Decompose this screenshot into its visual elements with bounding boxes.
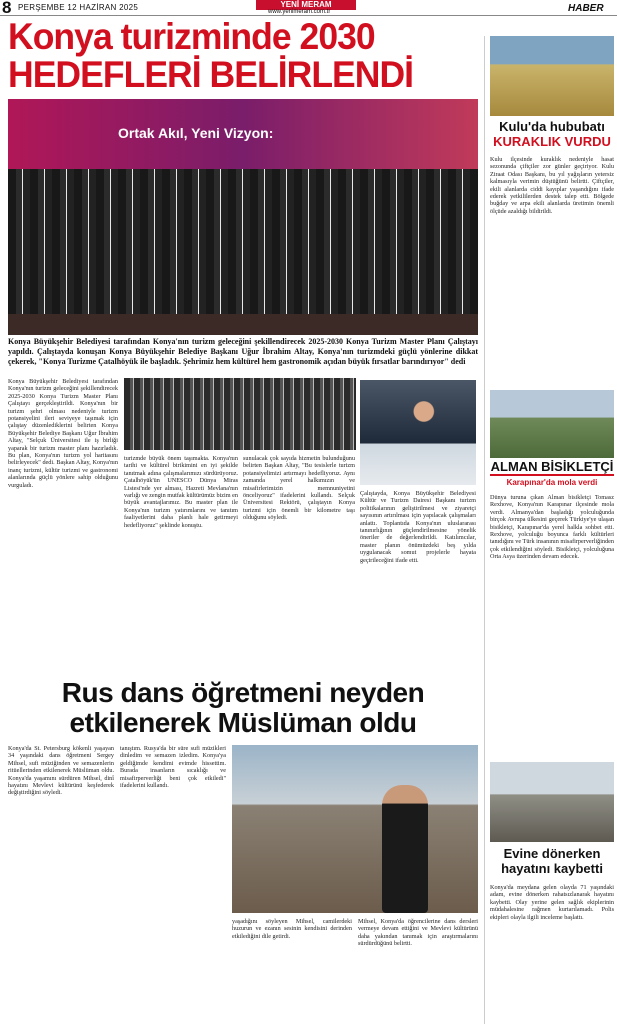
main-headline: Konya turizminde 2030 HEDEFLERİ BELİRLENDİ xyxy=(8,16,414,95)
column-divider xyxy=(484,36,485,1024)
second-column-2: tanıştım. Rusya'da bir süre sufi müzikleri dinledim ve semazen izledim. Konya'ya geldiğimde kendimi evimde hissettim. Burada insanların sıcaklığı ve misafirperverliği beni çok etkiledi" ifadelerini kullandı. xyxy=(120,745,226,790)
page-header xyxy=(0,0,617,16)
sidebar-headline-2a: ALMAN BİSİKLETÇİ xyxy=(490,459,614,474)
main-photo xyxy=(8,99,478,335)
street-photo xyxy=(232,745,478,913)
sidebar-headline-1b: KURAKLIK VURDU xyxy=(493,134,611,149)
sidebar-headline-1 xyxy=(490,119,614,149)
sidebar-headline-2b: Karapınar'da mola verdi xyxy=(506,478,598,487)
main-caption: Konya Büyükşehir Belediyesi tarafından Konya'nın turizm geleceğini şekillendirecek 2025-2030 Konya Turizm Master Planı Çalıştayı yapıldı. Çalıştayda konuşan Konya Büyükşehir Belediye Başkanı Uğur İbrahim Altay, Konya'nın turizmdeki güçlü yönlerine dikkat çekerek, "Konya Turizme Çatalhöyük ile başladık. Şehrimiz hem kültürel hem gastronomik açıdan büyük fırsatlar barındırıyor" dedi xyxy=(8,337,478,366)
newspaper-logo[interactable]: YENİ MERAM xyxy=(256,0,356,10)
second-column-4: Mihsel, Konya'da öğrencilerine dans dersleri vermeye devam ettiğini ve Mevlevi kültürünü daha yakından tanımak için araştırmalarını sürdürdüğünü belirtti. xyxy=(358,918,478,948)
sidebar-story-2: Dünya turuna çıkan Alman bisikletçi Tomasz Rexhove, Konya'nın Karapınar ilçesinde mola verdi. Almanya'dan başladığı yolculuğunda birçok Avrupa ülkesini geçerek Türkiye'ye ulaşan bisikletçi, Karapınar'da yerel halkla sohbet etti. Rexhove, yolculuğu boyunca farklı kültürleri tanıdığını ve Türk insanının misafirperverliğinden çok etkilendiğini söyledi. Bisikletçi, yolculuğuna Orta Asya üzerinden devam edecek. xyxy=(490,494,614,561)
second-column-1: Konya'da St. Petersburg kökenli yaşayan 34 yaşındaki dans öğretmeni Sergey Mihsel, sufi müziğinden ve semazenlerin ritüellerinden etkilenerek Müslüman oldu. Konya'da yaşamını sürdüren Mihsel, dinî hayatını Mevlevi kültürünü keşfederek değiştirdiğini söyledi. xyxy=(8,745,114,797)
cyclist-photo xyxy=(490,390,614,458)
page-number: 8 xyxy=(2,0,12,17)
sidebar-headline-1a: Kulu'da hububatı xyxy=(499,119,605,134)
stage-floor xyxy=(8,314,478,335)
sidebar-story-1: Kulu ilçesinde kuraklık nedeniyle hasat sezonunda çiftçiler zor günler geçiriyor. Kulu Ziraat Odası Başkanı, bu yıl yağışların yetersiz kalmasıyla verimin düştüğünü belirtti. Çiftçiler, ekili alanlarda ciddi kayıplar yaşandığını ifade ederek yetkililerden destek talep etti. Bölgede buğday ve arpa ekili alanlarda üretimin önemli ölçüde azaldığı bildirildi. xyxy=(490,156,614,215)
accident-photo xyxy=(490,762,614,842)
second-headline: Rus dans öğretmeni neyden etkilenerek Müslüman oldu xyxy=(61,677,425,738)
banner-text: Ortak Akıl, Yeni Vizyon: xyxy=(118,125,274,141)
section-label: HABER xyxy=(568,3,604,14)
article-column-4: Çalıştayda, Konya Büyükşehir Belediyesi Kültür ve Turizm Dairesi Başkanı turizm politikalarının geliştirilmesi ve ziyaretçi sayısının artırılması için yapılacak çalışmaları anlattı. Toplantıda Konya'nın uluslararası tanınırlığının güçlendirilmesine yönelik öneriler de değerlendirildi. Katılımcılar, master planın önümüzdeki beş yılda uygulanacak somut projelerle hayata geçirileceğini ifade etti. xyxy=(360,490,476,564)
article-column-3: sunulacak çok sayıda hizmetin bulunduğunu belirten Başkan Altay, "Bu tesislerle turizm potansiyelimizi artırmayı hedefliyoruz. Aynı zamanda yerel halkımızın ve misafirlerimizin memnuniyetini önceliyoruz" ifadelerini kullandı. Selçuk Üniversitesi Rektörü, çalıştayın Konya turizmi için önemli bir kilometre taşı olduğunu söyledi. xyxy=(243,455,355,522)
field-photo xyxy=(490,36,614,116)
article-column-2: turizmde büyük önem taşımakta. Konya'nın tarihi ve kültürel birikimini en iyi şekilde tanıtmak adına çalışmalarımızı sürdürüyoruz. Çatalhöyük'ün UNESCO Dünya Miras Listesi'nde yer alması, Hazreti Mevlana'nın varlığı ve zengin mutfak kültürümüz bizim en büyük avantajlarımız. Bu master plan ile Konya'nın turizm yatırımlarını ve tanıtım faaliyetlerini daha planlı hale getirmeyi hedefliyoruz" şeklinde konuştu. xyxy=(124,455,238,529)
audience-photo xyxy=(124,378,356,450)
group-crowd xyxy=(8,169,478,335)
second-column-3: yaşadığını söyleyen Mihsel, camilerdeki huzurun ve ezanın sesinin kendisini derinden etkilediğini dile getirdi. xyxy=(232,918,352,940)
article-column-1: Konya Büyükşehir Belediyesi tarafından Konya'nın turizm geleceğini şekillendirecek 2025-2030 Konya Turizm Master Planı Çalıştayı gerçekleştirildi. Konya'nın bir turizm şehri olması nedeniyle turizm potansiyelini ileri seviyeye taşımak için çalıştay düzenlediklerini belirten Konya Büyükşehir Belediye Başkanı Uğur İbrahim Altay, "Selçuk Üniversitesi ile iş birliği yaparak bir turizm master planı hazırladık. Bu plan, Konya'nın turizm yol haritasını belirleyecek" dedi. Başkan Altay, Konya'nın inanç turizmi, kültür turizmi ve gastronomi alanlarında güçlü yönlere sahip olduğunu vurguladı. xyxy=(8,378,118,489)
issue-date: PERŞEMBE 12 HAZİRAN 2025 xyxy=(18,3,139,12)
sidebar-headline-3: Evine dönerken hayatını kaybetti xyxy=(501,846,603,876)
sidebar-story-3: Konya'da meydana gelen olayda 71 yaşındaki adam, evine dönerken rahatsızlanarak hayatını kaybetti. Olay yerine gelen sağlık ekiplerinin müdahalesine rağmen kurtarılamadı. Polis ekipleri olayla ilgili inceleme başlattı. xyxy=(490,884,614,921)
sidebar-headline-2 xyxy=(490,460,614,487)
speaker-photo xyxy=(360,380,476,485)
person-figure xyxy=(382,785,428,913)
website-link[interactable]: www.yenimeram.com.tr xyxy=(268,9,331,15)
